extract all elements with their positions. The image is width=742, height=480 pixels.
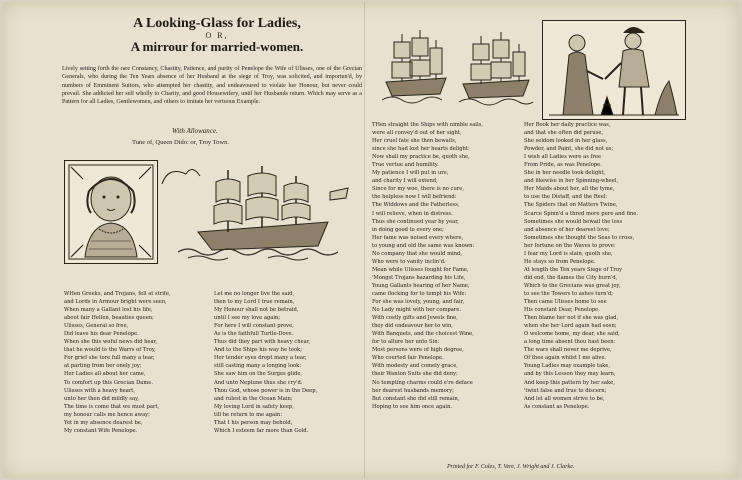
verse-line: did end, the flames the City burn'd, (524, 274, 618, 281)
verse-line: With modesty and comely grace, (372, 363, 458, 370)
verse-line: As constant as Penelope. (524, 403, 590, 410)
verse-line: Young Gallants hearing of her Name, (372, 282, 470, 289)
verse-line: My patience I will put in ure, (372, 170, 449, 177)
verse-line: At length the Ten years Siege of Troy (524, 266, 623, 273)
verse-line: Which I esteem far more than Gold. (214, 427, 309, 434)
verse-line: Let me no longer live the said, (214, 291, 295, 297)
verse-line: and likewise in her Spinning-wheel, (524, 178, 619, 185)
verse-line: then to my Lord I true remain, (214, 299, 295, 306)
verse-line: That I his person may behold, (214, 419, 293, 426)
verse-line: O welcome home, my dear, she said, (524, 331, 620, 338)
verse-line: Mean while Ulisses fought for Fame, (372, 266, 469, 273)
verse-line: Who courted fair Penelope. (372, 355, 444, 362)
verse-line: The Widdows and the Fatherless, (372, 202, 460, 209)
verse-line: Thus she continued year by year, (372, 218, 459, 225)
verse-line: No Lady might with her compare. (372, 307, 461, 314)
verse-line: For here I will constant prove, (214, 323, 294, 330)
verse-line: Which to the Grecians was great joy, (524, 282, 621, 289)
verse-line: about fair Hellen, beauties queen; (64, 315, 154, 322)
verse-line: Did leave his dear Penelope. (64, 331, 139, 338)
title-line-1: A Looking-Glass for Ladies, (133, 16, 301, 31)
verse-line: When many a Gallant lost his life, (64, 307, 153, 314)
verse-line: Sometimes she would bewail the loss (524, 218, 623, 225)
allowance-note: With Allowance. (172, 127, 218, 135)
verse-column-1 (64, 290, 212, 435)
verse-line: For grief she tore full many a tear, (64, 355, 155, 362)
verse-line: her dearest husbands memory; (372, 387, 454, 394)
verse-line: Then came Ulisses home to see (524, 299, 607, 306)
verse-column-2 (214, 290, 362, 435)
verse-line: Who were to vanity inclin'd. (372, 258, 446, 265)
verse-line: To comfort up this Grecian Dame. (64, 379, 153, 386)
verse-line: Thou God, whose power is in the Deep, (214, 387, 318, 394)
verse-line: in doing good to every one; (372, 226, 444, 233)
verse-line: With costly gifts and Jewels fine, (372, 315, 458, 322)
verse-line: still casting many a longing look: (214, 363, 301, 370)
title-line-2: O R, (205, 31, 229, 40)
verse-line: I will relieve, when in distress. (372, 210, 453, 217)
verse-line: He stays so from Penelope. (524, 258, 596, 265)
verse-line: and that she often did peruse, (524, 130, 604, 137)
verse-line: She saw him on the Surges glide, (214, 371, 303, 378)
verse-line: Ulisses, General so free, (64, 323, 129, 330)
verse-line: Her cruel fate she then bewails, (372, 138, 457, 145)
verse-line: Her Book her daily practice was, (524, 122, 611, 128)
verse-line: THen straight the Ships with nimble sails, (372, 122, 483, 128)
verse-line: and absence of her dearest love; (524, 226, 610, 233)
verse-column-3 (372, 121, 524, 411)
verse-line: But constant she did still remain, (372, 395, 460, 402)
verse-line: When she this woful news did hear, (64, 339, 158, 346)
verse-line: The wars shall never me deprive, (524, 347, 612, 354)
verse-line: The time is come that we must part, (64, 403, 160, 410)
verse-line: I fear my Lord is slain, quoth she, (524, 250, 613, 257)
center-fold (364, 2, 365, 478)
verse-line: Yet in my absence dearest be, (64, 419, 143, 426)
verse-line: I wish all Ladies were as free (524, 154, 602, 161)
verse-line: WHen Greeks, and Trojans, fell at strife, (64, 291, 171, 297)
verse-line: and by this Lesson they may learn, (524, 371, 616, 378)
verse-line: were all convey'd out of her sight, (372, 130, 462, 137)
verse-line: a long time absent thou hast been: (524, 339, 616, 346)
verse-line: to use the Distaff, and the Reel: (524, 194, 608, 201)
title-line-3: A mirrour for married-women. (130, 39, 304, 54)
verse-line: She in her needle took delight, (524, 170, 606, 177)
verse-line: Young Ladies may example take, (524, 363, 610, 370)
verse-line: when she her Lord again had seen; (524, 323, 617, 330)
verse-line: 'Mongst Trojans hazarding his Life, (372, 274, 466, 281)
verse-line: till he return to me again: (214, 411, 282, 418)
verse-line: Sometimes she thought the Seas to cross, (524, 234, 635, 241)
verse-line: to young and old the same was known: (372, 242, 475, 249)
verse-line: Scarce Spinn'd a thred more pure and fine. (524, 210, 638, 217)
verse-line: they did endeavour her to win, (372, 323, 453, 330)
verse-line: And let all women strive to be, (524, 395, 605, 402)
verse-line: for to allure her unto Sin: (372, 339, 440, 346)
verse-line: My loving Lord in safety keep, (214, 403, 294, 410)
verse-line: True vertue and humility. (372, 162, 439, 169)
verse-line: Her fame was noised every where, (372, 234, 464, 241)
verse-line: my honour calls me hence away; (64, 411, 150, 418)
verse-line: since she had lost her hearts delight: (372, 146, 470, 153)
verse-line: Thus did they part with heavy chear, (214, 339, 311, 346)
woodcut-couple (542, 20, 686, 120)
verse-line: unto her then did mildly say, (64, 395, 139, 402)
verse-line: her fortune on the Waves to prove: (524, 242, 616, 249)
verse-line: And keep this pattern by her sake, (524, 379, 615, 386)
verse-line: and charity I will extend, (372, 178, 438, 185)
woodcut-ship-large (158, 162, 356, 262)
woodcut-ship-2 (457, 30, 535, 110)
verse-line: at parting from her onely joy; (64, 363, 142, 370)
verse-line: until I see my love again; (214, 315, 281, 322)
verse-line: As is the faithfull Turtle-Dove. (214, 331, 294, 338)
verse-line: Powder, and Paint, she did not us; (524, 146, 614, 153)
tune-note: Tune of, Queen Dido: or, Troy Town. (132, 139, 229, 146)
woodcut-ship-1 (380, 28, 452, 108)
verse-line: With Banquets, and the choicest Wine, (372, 331, 474, 338)
verse-line: Ulisses with a heavy heart, (64, 387, 136, 394)
verse-line: Most persons were of high degree, (372, 347, 464, 354)
verse-line: and rulest in the Ocean Main; (214, 395, 293, 402)
verse-line: Of thee again whilst I me alive. (524, 355, 607, 362)
verse-line: Then blame her not if she was glad, (524, 315, 619, 322)
intro-paragraph: Lively setting forth the rare Constancy, Chastity, Patience, and purity of Penelope the Wife of Ulisses, one of the Grecian Generals, who during the Ten Years absence of her Husband at the siege of Troy, was solicited, and importun'd, by numbers of Emminent Suitors, who attempted her chastity, and endeavoured to violate her Honour, but never could prevail. She addicted her self wholly to Charity, and good Housewifery, until her Husbands return. Which may serve as a Pattern for all Ladies, Gentlewomen, and others to imitate her vertuous Example. (62, 66, 362, 106)
verse-line: For she was lovely, young, and fair, (372, 299, 465, 306)
verse-line: the helpless now I will befriend: (372, 194, 457, 201)
verse-line: 'twixt false and true to discern; (524, 387, 607, 394)
verse-line: Now shall my practice be, quoth she, (372, 154, 470, 161)
verse-line: And to the Ships his way he took; (214, 347, 302, 354)
verse-line: The Spiders that on Matters Twine, (524, 202, 618, 209)
verse-line: From Pride, as was Penelope. (524, 162, 602, 169)
verse-line: their Wanton Suits she did deny; (372, 371, 458, 378)
verse-line: to see the Towers to ashes turn'd; (524, 290, 614, 297)
verse-line: Since for my woe, there is no cure, (372, 186, 465, 193)
verse-line: His constant Dear, Penelope. (524, 307, 600, 314)
verse-line: Her tender eyes dropt many a tear, (214, 355, 307, 362)
verse-line: And unto Neptune thus she cry'd. (214, 379, 303, 386)
verse-column-4 (524, 121, 684, 411)
verse-line: Her Ladies all about her came, (64, 371, 146, 378)
verse-line: Hoping to see him once again. (372, 403, 453, 410)
verse-line: My constant Wife Penelope. (64, 427, 138, 434)
woodcut-lady-portrait (64, 160, 158, 264)
verse-line: She seldom looked in her glass, (524, 138, 608, 145)
verse-line: Her Maids about her, all the tyme, (524, 186, 615, 193)
verse-line: came flocking for to tempt his Wife: (372, 290, 467, 297)
verse-line: and Lords in Armour bright were seen, (64, 299, 167, 306)
verse-line: My Honour shall not be betraid, (214, 307, 299, 314)
verse-line: No tempting charms could e're deface (372, 379, 473, 386)
imprint-line: Printed for F. Coles, T. Vere, J. Wright and J. Clarke. (447, 464, 575, 470)
broadside-sheet (2, 2, 739, 478)
verse-line: that he would to the Warrs of Troy, (64, 347, 156, 354)
verse-line: No company that she would mind, (372, 250, 462, 257)
